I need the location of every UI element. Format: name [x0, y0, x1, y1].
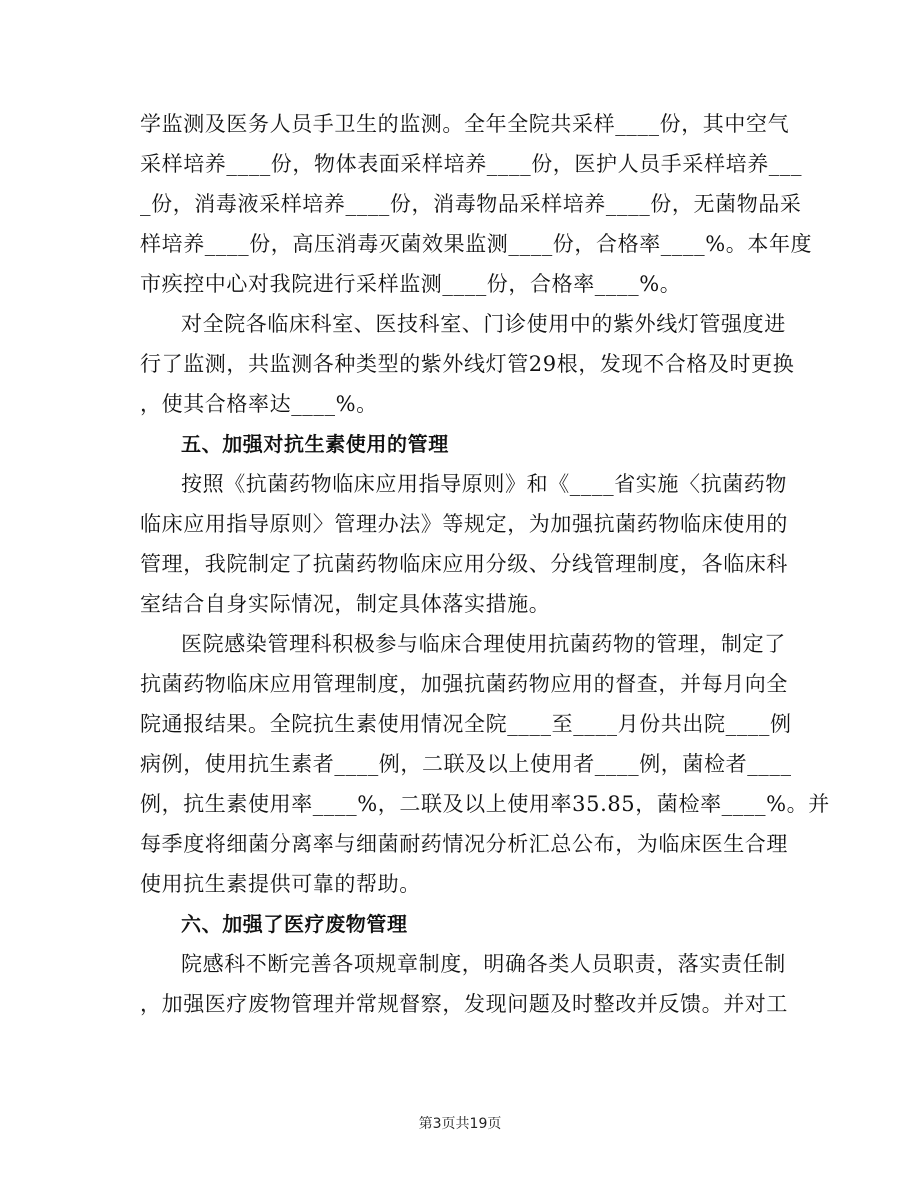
text-line: 学监测及医务人员手卫生的监测。全年全院共采样____份，其中空气 [140, 112, 790, 136]
section-heading: 六、加强了医疗废物管理 [181, 912, 408, 936]
text-line: 临床应用指导原则〉管理办法》等规定，为加强抗菌药物临床使用的 [140, 512, 788, 536]
text-line: 例，抗生素使用率____%，二联及以上使用率35.85，菌检率____%。并 [140, 792, 830, 816]
section-heading: 五、加强对抗生素使用的管理 [181, 432, 449, 456]
paragraph-first-line: 按照《抗菌药物临床应用指导原则》和《____省实施〈抗菌药物 [181, 472, 787, 496]
text-line: 室结合自身实际情况，制定具体落实措施。 [140, 592, 551, 616]
paragraph-first-line: 对全院各临床科室、医技科室、门诊使用中的紫外线灯管强度进 [181, 312, 786, 336]
text-line: 样培养____份，高压消毒灭菌效果监测____份，合格率____%。本年度 [140, 232, 813, 256]
document-body [140, 104, 830, 1024]
page-number-footer: 第3页共19页 [418, 1116, 502, 1132]
paragraph-first-line: 医院感染管理科积极参与临床合理使用抗菌药物的管理，制定了 [181, 632, 786, 656]
text-line: ，使其合格率达____%。 [140, 392, 378, 416]
text-line: 抗菌药物临床应用管理制度，加强抗菌药物应用的督查，并每月向全 [140, 672, 788, 696]
text-line: 使用抗生素提供可靠的帮助。 [140, 872, 421, 896]
text-line: _份，消毒液采样培养____份，消毒物品采样培养____份，无菌物品采 [140, 192, 802, 216]
text-line: 行了监测，共监测各种类型的紫外线灯管29根，发现不合格及时更换 [140, 352, 795, 376]
text-line: 管理，我院制定了抗菌药物临床应用分级、分线管理制度，各临床科 [140, 552, 788, 576]
text-line: ，加强医疗废物管理并常规督察，发现问题及时整改并反馈。并对工 [140, 992, 788, 1016]
text-line: 病例，使用抗生素者____例，二联及以上使用者____例，菌检者____ [140, 752, 792, 776]
paragraph-first-line: 院感科不断完善各项规章制度，明确各类人员职责，落实责任制 [181, 952, 786, 976]
text-line: 院通报结果。全院抗生素使用情况全院____至____月份共出院____例 [140, 712, 792, 736]
text-line: 每季度将细菌分离率与细菌耐药情况分析汇总公布，为临床医生合理 [140, 832, 788, 856]
text-line: 市疾控中心对我院进行采样监测____份，合格率____%。 [140, 272, 682, 296]
text-line: 采样培养____份，物体表面采样培养____份，医护人员手采样培养___ [140, 152, 803, 176]
